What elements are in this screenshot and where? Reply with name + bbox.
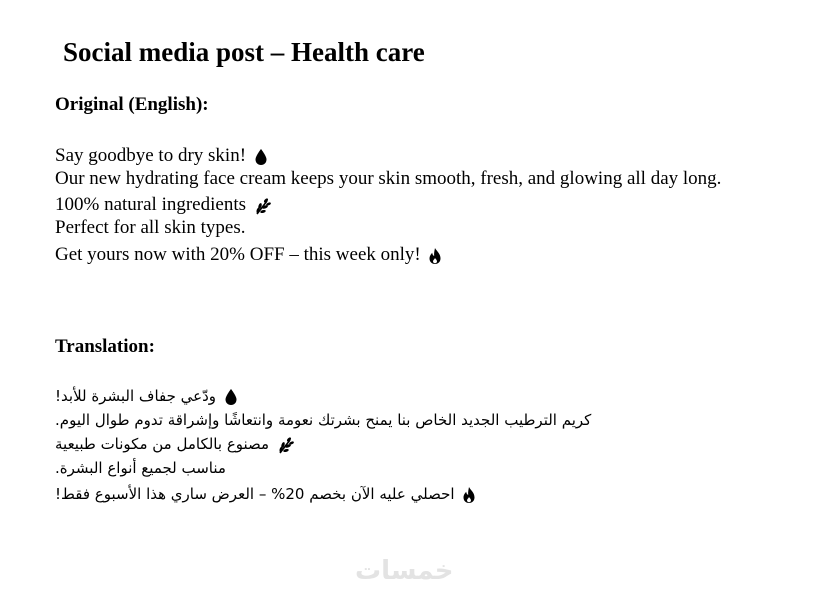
fire-icon [428, 247, 444, 265]
original-line-5 [55, 243, 447, 267]
droplet-icon [224, 388, 240, 406]
translation-line-5-text: !احصلي عليه الآن بخصم 20% – العرض ساري هذا الأسبوع فقط [55, 485, 455, 503]
original-line-5-text: Get yours now with 20% OFF – this week only! [55, 244, 421, 265]
translation-line-1-text: !ودّعي جفاف البشرة للأبد [55, 387, 217, 405]
herb-icon [254, 197, 270, 215]
translation-line-3 [55, 432, 296, 456]
original-line-3 [55, 193, 273, 217]
translation-line-4: .مناسب لجميع أنواع البشرة [55, 459, 226, 477]
original-line-1 [55, 144, 273, 168]
herb-icon [277, 436, 293, 454]
original-line-3-text: 100% natural ingredients [55, 194, 247, 215]
original-line-4: Perfect for all skin types. [55, 217, 246, 238]
original-heading: Original (English): [55, 94, 209, 115]
original-line-2: Our new hydrating face cream keeps your skin smooth, fresh, and glowing all day long. [55, 168, 722, 189]
droplet-icon [254, 148, 270, 166]
original-line-1-text: Say goodbye to dry skin! [55, 145, 247, 166]
translation-line-1 [55, 384, 243, 408]
translation-line-5 [55, 482, 481, 506]
translation-heading: Translation: [55, 336, 155, 357]
translation-line-3-text: مصنوع بالكامل من مكونات طبيعية [55, 435, 270, 453]
fire-icon [462, 486, 478, 504]
watermark-logo: خمسات [355, 556, 454, 586]
page-title: Social media post – Health care [63, 37, 425, 67]
translation-line-2: .كريم الترطيب الجديد الخاص بنا يمنح بشرتك نعومة وانتعاشًا وإشراقة تدوم طوال اليوم [55, 411, 592, 429]
